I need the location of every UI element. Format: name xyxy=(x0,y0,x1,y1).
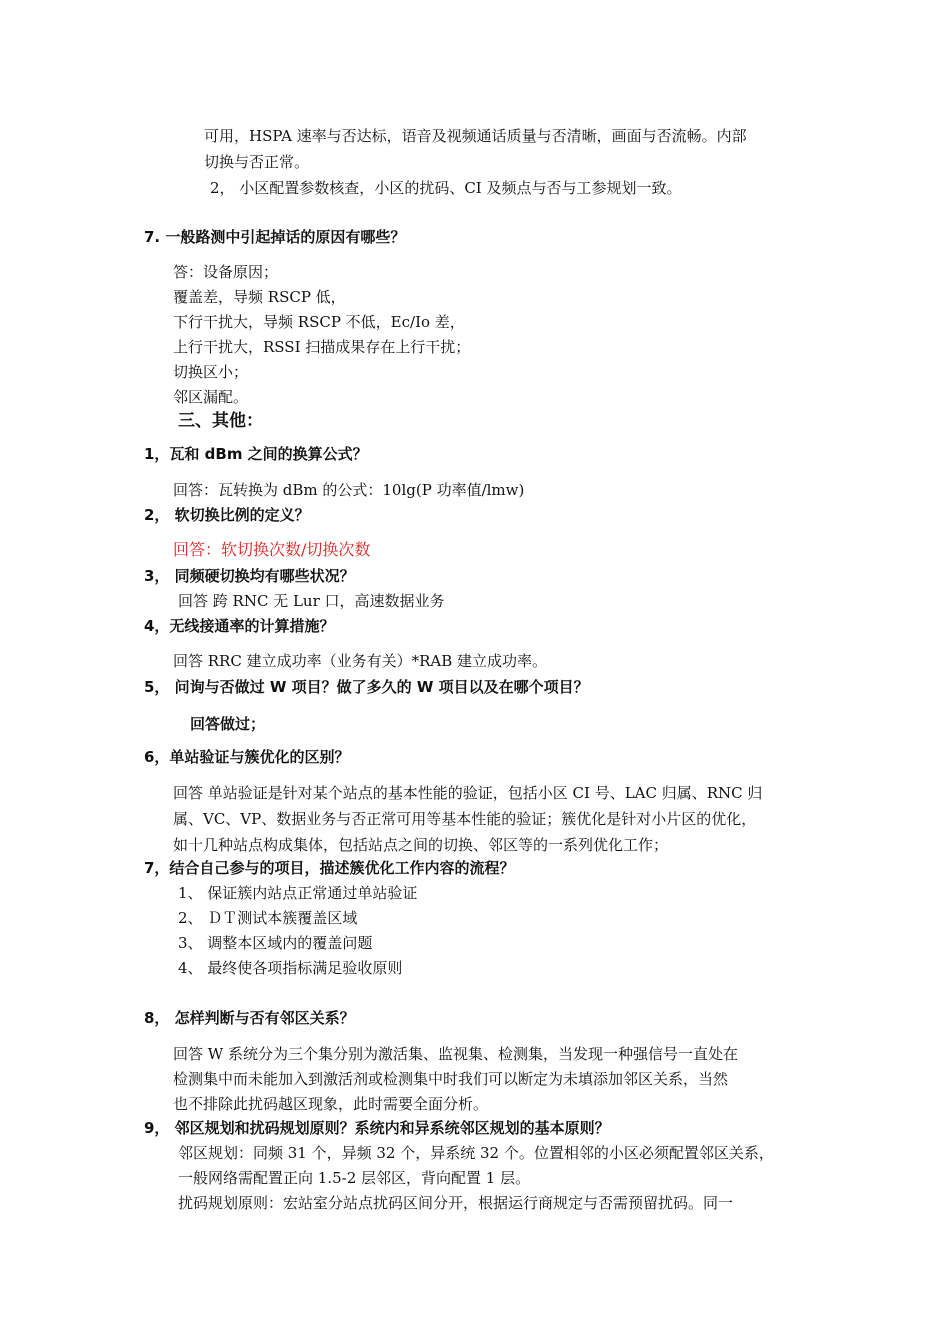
question-8: 8， 怎样判断与否有邻区关系？ xyxy=(144,1009,355,1027)
question-6: 6，单站验证与簇优化的区别？ xyxy=(144,748,350,766)
answer-4: 回答 RRC 建立成功率（业务有关）*RAB 建立成功率。 xyxy=(173,652,548,670)
answer-line: 覆盖差，导频 RSCP 低， xyxy=(173,288,346,306)
answer-9-line: 一般网络需配置正向 1.5-2 层邻区，背向配置 1 层。 xyxy=(178,1169,531,1187)
question-2: 2， 软切换比例的定义？ xyxy=(144,506,310,524)
answer-line: 答：设备原因； xyxy=(173,263,279,281)
question-3: 3， 同频硬切换均有哪些状况？ xyxy=(144,567,355,585)
answer-8-line: 回答 W 系统分为三个集分别为激活集、监视集、检测集，当发现一种强信号一直处在 xyxy=(173,1045,738,1063)
answer-5: 回答做过； xyxy=(190,715,266,733)
top-line-1: 可用，HSPA 速率与否达标，语音及视频通话质量与否清晰，画面与否流畅。内部 xyxy=(204,127,747,145)
answer-1: 回答：瓦转换为 dBm 的公式：10lg(P 功率值/lmw) xyxy=(173,481,525,499)
section-title-other: 三、其他： xyxy=(178,411,263,431)
question-4: 4，无线接通率的计算措施？ xyxy=(144,617,335,635)
question-1: 1，瓦和 dBm 之间的换算公式？ xyxy=(144,445,368,463)
answer-line: 邻区漏配。 xyxy=(173,388,249,406)
answer-7-step: 1、 保证簇内站点正常通过单站验证 xyxy=(178,884,418,902)
answer-6-line: 回答 单站验证是针对某个站点的基本性能的验证，包括小区 CI 号、LAC 归属、RNC 归 xyxy=(173,784,763,802)
answer-9-line: 扰码规划原则：宏站室分站点扰码区间分开，根据运行商规定与否需预留扰码。同一 xyxy=(178,1194,734,1212)
answer-line: 上行干扰大，RSSI 扫描成果存在上行干扰； xyxy=(173,338,471,356)
top-line-3: 2， 小区配置参数核查，小区的扰码、CI 及频点与否与工参规划一致。 xyxy=(210,179,682,197)
answer-3: 回答 跨 RNC 无 Lur 口，高速数据业务 xyxy=(178,592,445,610)
answer-6-line: 如十几种站点构成集体，包括站点之间的切换、邻区等的一系列优化工作； xyxy=(173,836,669,854)
answer-line: 下行干扰大，导频 RSCP 不低，Ec/Io 差， xyxy=(173,313,465,331)
answer-7-step: 4、 最终使各项指标满足验收原则 xyxy=(178,959,403,977)
answer-8-line: 检测集中而未能加入到激活剂或检测集中时我们可以断定为未填添加邻区关系，当然 xyxy=(173,1070,729,1088)
question-9: 9， 邻区规划和扰码规划原则？系统内和异系统邻区规划的基本原则？ xyxy=(144,1119,610,1137)
answer-9-line: 邻区规划：同频 31 个，异频 32 个，异系统 32 个。位置相邻的小区必须配置邻区关系， xyxy=(178,1144,774,1162)
question-5: 5， 问询与否做过 W 项目？做了多久的 W 项目以及在哪个项目？ xyxy=(144,678,589,696)
top-line-2: 切换与否正常。 xyxy=(204,153,310,171)
answer-7-step: 2、 ＤＴ测试本簇覆盖区域 xyxy=(178,909,358,927)
question-drop-call: 7. 一般路测中引起掉话的原因有哪些？ xyxy=(144,228,406,246)
answer-8-line: 也不排除此扰码越区现象，此时需要全面分析。 xyxy=(173,1095,489,1113)
answer-7-step: 3、 调整本区域内的覆盖问题 xyxy=(178,934,373,952)
answer-line: 切换区小； xyxy=(173,363,249,381)
question-7: 7，结合自己参与的项目，描述簇优化工作内容的流程？ xyxy=(144,859,515,877)
answer-2: 回答：软切换次数/切换次数 xyxy=(173,540,371,559)
answer-6-line: 属、VC、VP、数据业务与否正常可用等基本性能的验证；簇优化是针对小片区的优化， xyxy=(173,810,757,828)
